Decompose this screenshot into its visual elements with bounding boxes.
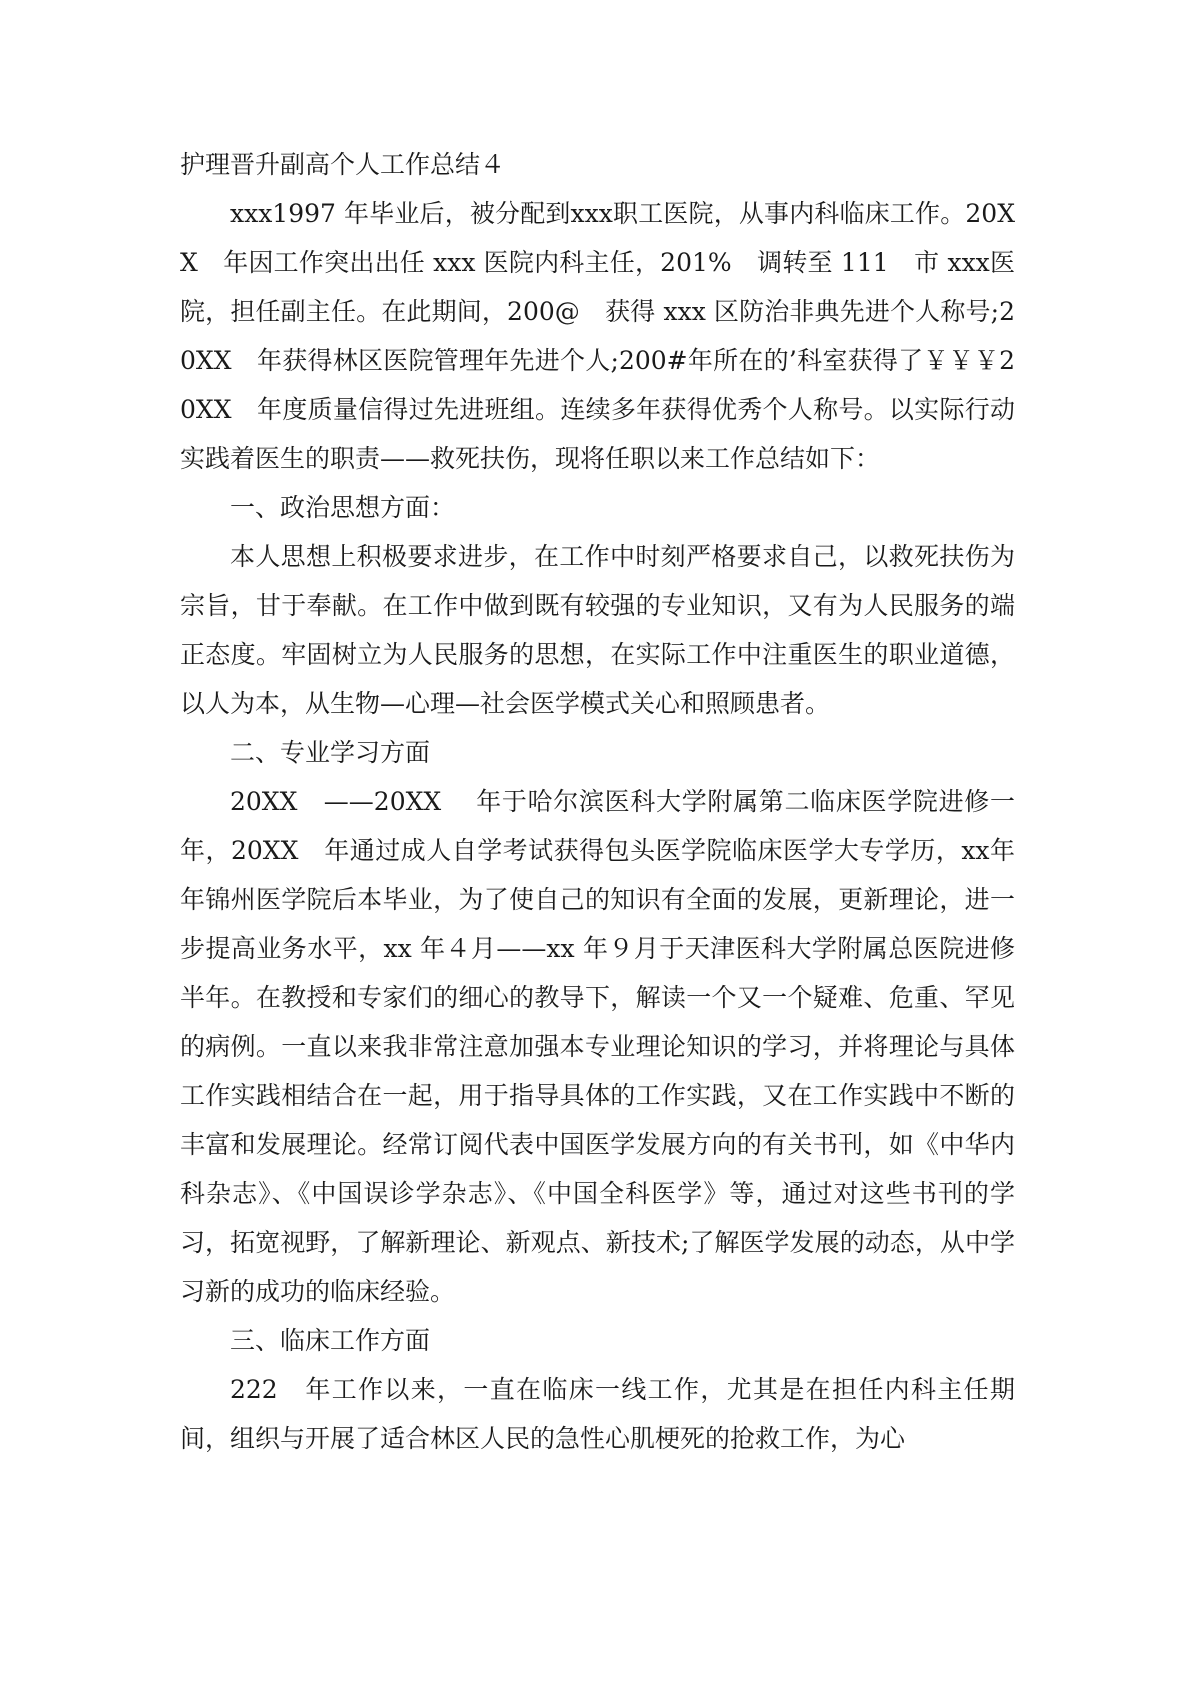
paragraph-intro: xxx1997 年毕业后，被分配到xxx职工医院，从事内科临床工作。20XX 年因工作突出出任 xxx 医院内科主任，201% 调转至 111 市 xxx医院，担任副主任。在此期间，200@ 获得 xxx 区防治非典先进个人称号;20XX 年获得林区医院管理年先进个人;200#年所在的’科室获得了￥￥￥20XX 年度质量信得过先进班组。连续多年获得优秀个人称号。以实际行动实践着医生的职责——救死扶伤，现将任职以来工作总结如下： — [180, 199, 1015, 473]
paragraph-study: 20XX ——20XX 年于哈尔滨医科大学附属第二临床医学院进修一年，20XX 年通过成人自学考试获得包头医学院临床医学大专学历，xx年年锦州医学院后本毕业，为了使自己的知识有全面的发展，更新理论，进一步提高业务水平，xx 年４月——xx 年９月于天津医科大学附属总医院进修半年。在教授和专家们的细心的教导下，解读一个又一个疑难、危重、罕见的病例。一直以来我非常注意加强本专业理论知识的学习，并将理论与具体工作实践相结合在一起，用于指导具体的工作实践，又在工作实践中不断的丰富和发展理论。经常订阅代表中国医学发展方向的有关书刊，如《中华内科杂志》、《中国误诊学杂志》、《中国全科医学》等，通过对这些书刊的学习，拓宽视野，了解新理论、新观点、新技术;了解医学发展的动态，从中学习新的成功的临床经验。 — [180, 787, 1015, 1306]
paragraph-political: 本人思想上积极要求进步，在工作中时刻严格要求自己，以救死扶伤为宗旨，甘于奉献。在工作中做到既有较强的专业知识，又有为人民服务的端正态度。牢固树立为人民服务的思想，在实际工作中注重医生的职业道德，以人为本，从生物—心理—社会医学模式关心和照顾患者。 — [180, 542, 1015, 718]
section-heading-political: 一、政治思想方面： — [230, 493, 456, 522]
section-heading-study: 二、专业学习方面 — [230, 738, 431, 767]
paragraph-clinical: 222 年工作以来，一直在临床一线工作，尤其是在担任内科主任期间，组织与开展了适合林区人民的急性心肌梗死的抢救工作，为心 — [180, 1375, 1015, 1453]
section-heading-clinical: 三、临床工作方面 — [230, 1326, 431, 1355]
document-body — [180, 140, 1015, 1463]
document-title: 护理晋升副高个人工作总结４ — [180, 150, 506, 179]
